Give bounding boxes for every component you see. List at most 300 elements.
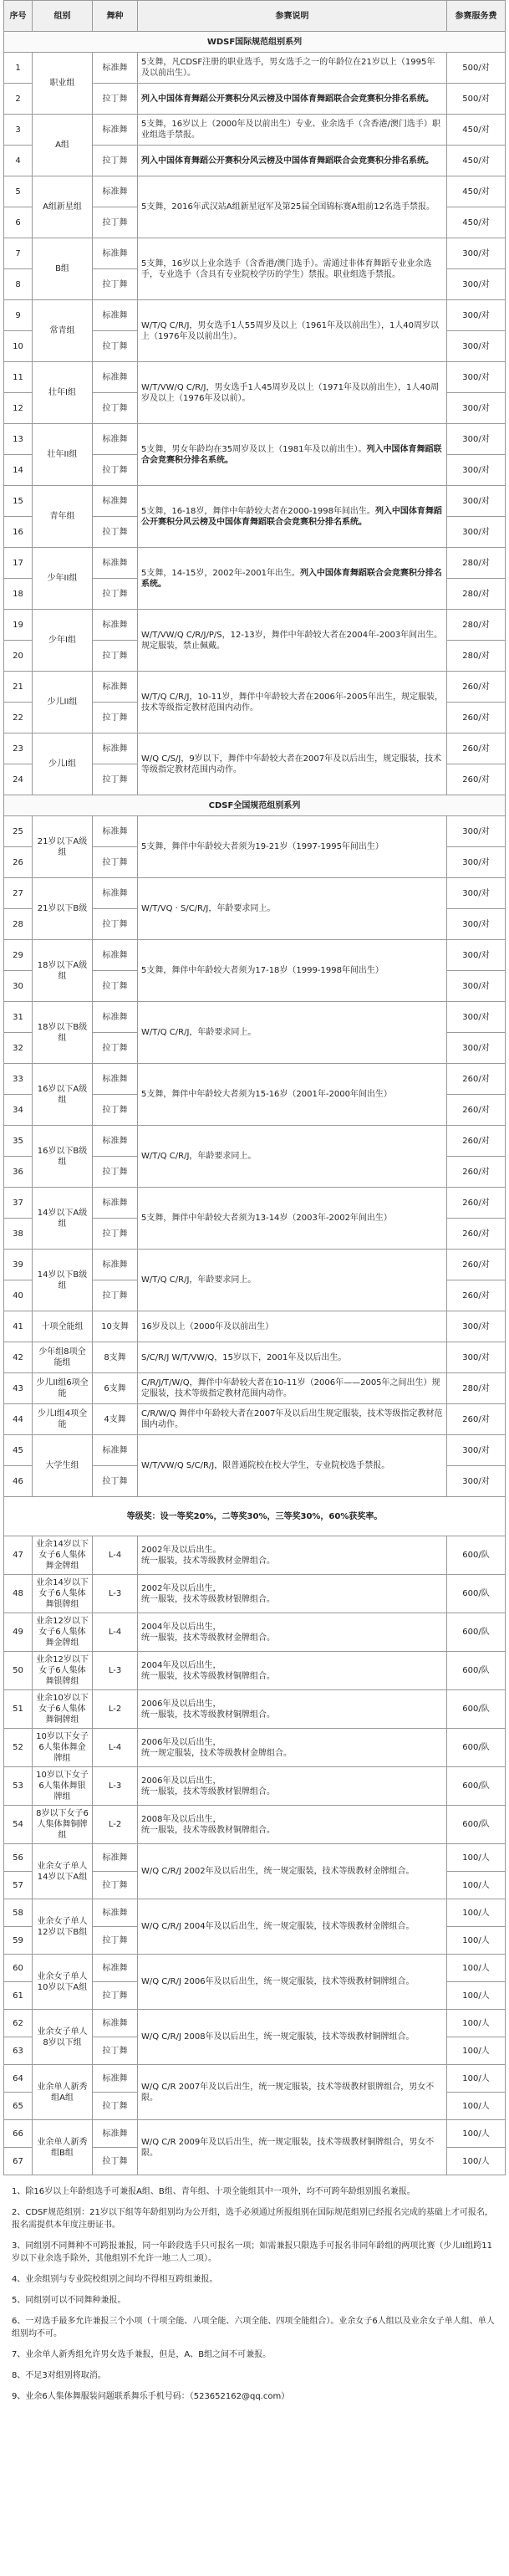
group-name: B组 [33, 238, 93, 300]
row-description [138, 548, 447, 610]
service-fee: 100/人 [447, 2148, 506, 2175]
dance-type: 标准舞 [93, 672, 138, 703]
group-name: 业余14岁以下女子6人集体舞金牌组 [33, 1536, 93, 1575]
row-description [138, 672, 447, 733]
table-row [4, 733, 506, 764]
description-line: 2002年及以后出生。 [141, 1545, 221, 1555]
level-code: L-3 [93, 1767, 138, 1806]
description-text: 5支舞，男女年龄均在35周岁及以上（1981年及以前出生）。 [141, 444, 367, 454]
row-number: 9 [4, 300, 33, 331]
row-number: 22 [4, 703, 33, 733]
footer-note: 3、同组别不同舞种不可跨报兼报，同一年龄段选手只可报名一项；如需兼报只限选手可报名非同年龄组的两项比赛（少儿II组跨11岁以下业余选手除外，其他组别不允许一地二人二项）。 [12, 2241, 492, 2263]
row-description: W/Q C/R/J 2002年及以后出生，统一规定服装，技术等级教材金牌组合。 [138, 1844, 447, 1899]
service-fee: 300/对 [447, 971, 506, 1002]
service-fee: 280/对 [447, 641, 506, 672]
service-fee: 300/对 [447, 331, 506, 362]
description-text: 5支舞，14-15岁，2002年-2001年出生。 [141, 568, 300, 578]
service-fee: 260/对 [447, 1280, 506, 1311]
row-description [138, 424, 447, 486]
dance-type: 拉丁舞 [93, 331, 138, 362]
service-fee: 300/对 [447, 816, 506, 847]
service-fee: 300/对 [447, 269, 506, 300]
dance-type: 拉丁舞 [93, 1033, 138, 1064]
service-fee: 260/对 [447, 1219, 506, 1250]
row-description [138, 1652, 447, 1690]
footer-note: 6、一对选手最多允许兼报三个小项（十项全能、八项全能、六项全能、四项全能组合）。业余女子6人组以及业余女子单人组、单人组别均不可。 [12, 2317, 495, 2338]
row-number: 19 [4, 610, 33, 641]
row-number: 18 [4, 579, 33, 610]
description-text: 列入中国体育舞蹈联合会竞赛积分排名系统。 [141, 568, 442, 589]
row-number: 32 [4, 1033, 33, 1064]
row-number: 59 [4, 1927, 33, 1955]
service-fee: 100/人 [447, 2010, 506, 2037]
description-line: 2006年及以后出生， [141, 1776, 221, 1786]
description-text: W/T/Q C/R/J，年龄要求同上。 [141, 1152, 257, 1161]
table-row [4, 1404, 506, 1435]
footer-note: 5、同组别可以不同舞种兼报。 [12, 2296, 126, 2305]
table-row [4, 176, 506, 207]
table-row [4, 940, 506, 971]
dance-type: 标准舞 [93, 1899, 138, 1927]
table-row [4, 1955, 506, 1982]
dance-type: 标准舞 [93, 1126, 138, 1157]
level-code: L-2 [93, 1806, 138, 1844]
row-number: 1 [4, 53, 33, 84]
group-name: 十项全能组 [33, 1311, 93, 1342]
service-fee: 300/对 [447, 362, 506, 393]
service-fee: 260/对 [447, 672, 506, 703]
row-description [138, 1188, 447, 1250]
description-text: 5支舞，16岁以上（2000年及以前出生）专业、业余选手（含香港/澳门选手）职业组选手禁报。 [141, 120, 440, 140]
group-name: 业余10岁以下女子6人集体舞铜牌组 [33, 1690, 93, 1729]
table-row [4, 1899, 506, 1927]
dance-type: 拉丁舞 [93, 1927, 138, 1955]
dance-type: 标准舞 [93, 486, 138, 517]
description-text: 5支舞，16-18岁，舞伴中年龄较大者在2000-1998年间出生。 [141, 506, 375, 516]
row-description [138, 1373, 447, 1404]
description-text: 规定服装，技术等级指定教材范围内动作。 [141, 1409, 443, 1429]
service-fee: 260/对 [447, 1404, 506, 1435]
footer-note: 8、不足3对组别将取消。 [12, 2371, 106, 2380]
dance-type: 拉丁舞 [93, 517, 138, 548]
group-name: 业余女子单人8岁以下组 [33, 2010, 93, 2065]
dance-type: 标准舞 [93, 878, 138, 909]
row-number: 46 [4, 1466, 33, 1497]
service-fee: 260/对 [447, 1095, 506, 1126]
table-row [4, 362, 506, 393]
group-name: 业余女子单人10岁以下A组 [33, 1955, 93, 2010]
row-number: 10 [4, 331, 33, 362]
table-row [4, 1690, 506, 1729]
row-number: 53 [4, 1767, 33, 1806]
row-number: 26 [4, 847, 33, 878]
dance-type: 拉丁舞 [93, 579, 138, 610]
description-text: 5支舞，舞伴中年龄较大者须为13-14岁（2003年-2002年间出生） [141, 1214, 392, 1223]
dance-type: 拉丁舞 [93, 1982, 138, 2010]
row-description [138, 53, 447, 84]
dance-type: 拉丁舞 [93, 2148, 138, 2175]
dance-type: 标准舞 [93, 1844, 138, 1872]
row-number: 40 [4, 1280, 33, 1311]
table-row [4, 816, 506, 847]
service-fee: 300/对 [447, 1342, 506, 1373]
award-note: 等级奖：设一等奖20%，二等奖30%，三等奖30%，60%获奖率。 [4, 1497, 506, 1536]
dance-type: 拉丁舞 [93, 641, 138, 672]
row-number: 8 [4, 269, 33, 300]
level-code: L-4 [93, 1536, 138, 1575]
dance-type: 拉丁舞 [93, 971, 138, 1002]
group-name: 壮年II组 [33, 424, 93, 486]
dance-type: 标准舞 [93, 362, 138, 393]
table-row [4, 53, 506, 84]
row-number: 12 [4, 393, 33, 424]
group-name: 大学生组 [33, 1435, 93, 1497]
dance-type: 拉丁舞 [93, 1872, 138, 1899]
service-fee: 100/人 [447, 1955, 506, 1982]
service-fee: 600/队 [447, 1690, 506, 1729]
group-name: 21岁以下A级组 [33, 816, 93, 878]
description-line: 统一服装，技术等级教材金牌组合。 [141, 1556, 275, 1566]
service-fee: 450/对 [447, 207, 506, 238]
service-fee: 600/队 [447, 1729, 506, 1767]
description-text: 列入中国体育舞蹈公开赛积分风云榜及中国体育舞蹈联合会竞赛积分排名系统。 [141, 156, 434, 166]
service-fee: 300/对 [447, 517, 506, 548]
row-description [138, 1575, 447, 1613]
table-row [4, 238, 506, 269]
row-number: 47 [4, 1536, 33, 1575]
description-line: 2008年及以后出生， [141, 1814, 221, 1824]
row-number: 3 [4, 115, 33, 146]
row-description [138, 1342, 447, 1373]
dance-type: 拉丁舞 [93, 703, 138, 733]
dance-type: 拉丁舞 [93, 909, 138, 940]
service-fee: 500/对 [447, 53, 506, 84]
row-description: W/Q C/R/J 2004年及以后出生，统一规定服装，技术等级教材金牌组合。 [138, 1899, 447, 1955]
table-row [4, 1806, 506, 1844]
row-number: 33 [4, 1064, 33, 1095]
row-number: 43 [4, 1373, 33, 1404]
row-number: 39 [4, 1250, 33, 1280]
service-fee: 600/队 [447, 1575, 506, 1613]
row-description [138, 1404, 447, 1435]
service-fee: 260/对 [447, 1188, 506, 1219]
service-fee: 100/人 [447, 1982, 506, 2010]
row-number: 5 [4, 176, 33, 207]
group-name: 青年组 [33, 486, 93, 548]
service-fee: 300/对 [447, 1033, 506, 1064]
dance-type: 拉丁舞 [93, 84, 138, 115]
table-header [4, 1, 506, 32]
dance-type: 拉丁舞 [93, 847, 138, 878]
dance-type: 标准舞 [93, 1435, 138, 1466]
row-number: 15 [4, 486, 33, 517]
footer-notes [3, 2182, 505, 2415]
table-row [4, 1064, 506, 1095]
service-fee: 600/队 [447, 1613, 506, 1652]
level-code: L-4 [93, 1729, 138, 1767]
dance-type: 标准舞 [93, 1002, 138, 1033]
row-number: 45 [4, 1435, 33, 1466]
row-number: 41 [4, 1311, 33, 1342]
dance-type: 标准舞 [93, 610, 138, 641]
description-text: C/R/J/T/W/Q，舞伴中年龄较大者在10-11岁（2006年——2005年之间出生） [141, 1378, 432, 1388]
row-description [138, 1806, 447, 1844]
row-number: 48 [4, 1575, 33, 1613]
row-description [138, 1536, 447, 1575]
footer-note: 2、CDSF规范组别：21岁以下组等年龄组别均为公开组，选手必须通过所报组别在国际规范组别已经报名完成的基础上才可报名，报名需提供本年度注册证书。 [12, 2208, 493, 2230]
service-fee: 100/人 [447, 2037, 506, 2065]
row-description [138, 610, 447, 672]
service-fee: 300/对 [447, 1466, 506, 1497]
row-number: 67 [4, 2148, 33, 2175]
section-header-row [4, 795, 506, 816]
row-number: 51 [4, 1690, 33, 1729]
row-number: 37 [4, 1188, 33, 1219]
row-description [138, 816, 447, 878]
service-fee: 450/对 [447, 146, 506, 176]
footer-note: 7、业余单人新秀组允许男女选手兼报，但是，A、B组之间不可兼报。 [12, 2350, 272, 2359]
table-row [4, 878, 506, 909]
service-fee: 300/对 [447, 1311, 506, 1342]
dance-type: 标准舞 [93, 1250, 138, 1280]
row-description [138, 362, 447, 424]
dance-type: 拉丁舞 [93, 2037, 138, 2065]
description-text: W/T/VW/Q C/R/J/P/S，12-13岁，舞伴中年龄较大者在2004年-2003年间出生。规定服装，禁止佩戴。 [141, 630, 443, 651]
dance-type: 标准舞 [93, 115, 138, 146]
group-name: 18岁以下A级组 [33, 940, 93, 1002]
table-row [4, 1575, 506, 1613]
service-fee: 300/对 [447, 455, 506, 486]
service-fee: 100/人 [447, 2093, 506, 2120]
group-name: 16岁以下B级组 [33, 1126, 93, 1188]
service-fee: 260/对 [447, 733, 506, 764]
description-line: 2004年及以后出生， [141, 1622, 221, 1632]
row-number: 28 [4, 909, 33, 940]
group-name: 业余12岁以下女子6人集体舞银牌组 [33, 1652, 93, 1690]
description-line: 统一服装，技术等级教材铜牌组合。 [141, 1710, 275, 1720]
service-fee: 300/对 [447, 393, 506, 424]
footer-note: 4、业余组别与专业院校组别之间均不得相互跨组兼报。 [12, 2275, 218, 2284]
service-fee: 300/对 [447, 300, 506, 331]
table-row [4, 1435, 506, 1466]
service-fee: 100/人 [447, 1872, 506, 1899]
table-row [4, 486, 506, 517]
dance-type: 拉丁舞 [93, 1219, 138, 1250]
service-fee: 450/对 [447, 176, 506, 207]
dance-type: 拉丁舞 [93, 269, 138, 300]
description-text: 列入中国体育舞蹈公开赛积分风云榜及中国体育舞蹈联合会竞赛积分排名系统。 [141, 94, 434, 104]
row-description [138, 1767, 447, 1806]
row-description [138, 84, 447, 115]
dance-type: 标准舞 [93, 2120, 138, 2148]
description-line: 统一服装，技术等级教材银牌组合。 [141, 1786, 275, 1797]
section-title: CDSF全国规范组别系列 [4, 795, 506, 816]
dance-type: 标准舞 [93, 238, 138, 269]
description-text: 16岁及以上（2000年及以前出生） [141, 1321, 274, 1331]
dance-type: 4支舞 [93, 1404, 138, 1435]
description-text: W/T/VW/Q C/R/J，男女选手1人45周岁及以上（1971年及以前出生），1人40周岁及以上（1976年及以前）。 [141, 382, 440, 403]
description-text: W/T/VQ · S/C/R/J，年龄要求同上。 [141, 904, 276, 913]
row-number: 11 [4, 362, 33, 393]
table-row [4, 610, 506, 641]
row-number: 20 [4, 641, 33, 672]
row-description [138, 1729, 447, 1767]
row-number: 54 [4, 1806, 33, 1844]
service-fee: 280/对 [447, 610, 506, 641]
row-description [138, 1250, 447, 1311]
description-line: 统一规定服装，技术等级教材金牌组合。 [141, 1748, 292, 1758]
group-name: 业余女子单人14岁以下A组 [33, 1844, 93, 1899]
dance-type: 拉丁舞 [93, 2093, 138, 2120]
row-description [138, 486, 447, 548]
row-number: 31 [4, 1002, 33, 1033]
description-text: W/T/Q C/R/J，男女选手1人55周岁及以上（1961年及以前出生），1人40周岁以上（1976年及以前出生）。 [141, 320, 440, 341]
service-fee: 100/人 [447, 2065, 506, 2093]
level-code: L-4 [93, 1613, 138, 1652]
row-number: 38 [4, 1219, 33, 1250]
service-fee: 280/对 [447, 1373, 506, 1404]
service-fee: 260/对 [447, 1126, 506, 1157]
group-name: 10岁以下女子6人集体舞金牌组 [33, 1729, 93, 1767]
row-description: W/Q C/R 2007年及以后出生，统一规定服装，技术等级教材银牌组合，男女不限。 [138, 2065, 447, 2120]
dance-type: 标准舞 [93, 1188, 138, 1219]
dance-type: 拉丁舞 [93, 764, 138, 795]
level-code: L-2 [93, 1690, 138, 1729]
description-text: 列入中国体育舞蹈联合会竞赛积分排名系统。 [141, 444, 442, 465]
description-line: 统一服装，技术等级教材铜牌组合。 [141, 1825, 275, 1835]
description-text: W/T/Q C/R/J，年龄要求同上。 [141, 1275, 257, 1285]
row-description [138, 300, 447, 362]
row-number: 66 [4, 2120, 33, 2148]
service-fee: 450/对 [447, 115, 506, 146]
row-number: 60 [4, 1955, 33, 1982]
description-line: 2004年及以后出生， [141, 1660, 221, 1670]
description-text: W/T/Q C/R/J，年龄要求同上。 [141, 1028, 257, 1037]
row-description [138, 1002, 447, 1064]
dance-type: 标准舞 [93, 53, 138, 84]
service-fee: 300/对 [447, 909, 506, 940]
footer-note: 9、业余6人集体舞服装问题联系舞乐手机号码：（523652162@qq.com） [12, 2392, 290, 2401]
dance-type: 拉丁舞 [93, 1157, 138, 1188]
service-fee: 300/对 [447, 424, 506, 455]
row-description [138, 940, 447, 1002]
row-description [138, 1613, 447, 1652]
service-fee: 260/对 [447, 1250, 506, 1280]
group-name: 业余女子单人12岁以下B组 [33, 1899, 93, 1955]
dance-type: 标准舞 [93, 816, 138, 847]
service-fee: 260/对 [447, 1064, 506, 1095]
service-fee: 260/对 [447, 1157, 506, 1188]
row-number: 44 [4, 1404, 33, 1435]
description-text: W/T/Q C/R/J，10-11岁，舞伴中年龄较大者在2006年-2005年出生，规定服装，技术等级指定教材范围内动作。 [141, 692, 443, 713]
document [3, 0, 505, 2415]
group-name: A组 [33, 115, 93, 176]
description-text: W/T/VW/Q S/C/R/J，限普通院校在校大学生，专业院校选手禁报。 [141, 1461, 390, 1470]
group-name: 14岁以下B级组 [33, 1250, 93, 1311]
table-row [4, 115, 506, 146]
row-number: 63 [4, 2037, 33, 2065]
dance-type: 拉丁舞 [93, 207, 138, 238]
description-text: 5支舞，2016年武汉站A组新星冠军及第25届全国锦标赛A组前12名选手禁报。 [141, 202, 435, 212]
table-row [4, 2010, 506, 2037]
group-name: 业余14岁以下女子6人集体舞银牌组 [33, 1575, 93, 1613]
group-name: 少儿II组6项全能 [33, 1373, 93, 1404]
table-row [4, 300, 506, 331]
group-name: 职业组 [33, 53, 93, 115]
dance-type: 10支舞 [93, 1311, 138, 1342]
table-row [4, 1126, 506, 1157]
dance-type: 拉丁舞 [93, 1466, 138, 1497]
row-number: 7 [4, 238, 33, 269]
header-desc: 参赛说明 [138, 1, 447, 32]
group-name: 常青组 [33, 300, 93, 362]
row-description [138, 146, 447, 176]
group-name: 业余单人新秀组A组 [33, 2065, 93, 2120]
table-row [4, 1342, 506, 1373]
service-fee: 300/对 [447, 1002, 506, 1033]
row-number: 58 [4, 1899, 33, 1927]
group-name: 21岁以下B级 [33, 878, 93, 940]
description-text: 5支舞，凡CDSF注册的职业选手，男女选手之一的年龄位在21岁以上（1995年及以前出生）。 [141, 58, 435, 78]
row-number: 65 [4, 2093, 33, 2120]
group-name: 少年I组 [33, 610, 93, 672]
row-number: 50 [4, 1652, 33, 1690]
service-fee: 300/对 [447, 878, 506, 909]
row-number: 24 [4, 764, 33, 795]
dance-type: 拉丁舞 [93, 393, 138, 424]
header-no: 序号 [4, 1, 33, 32]
group-name: 16岁以下A级组 [33, 1064, 93, 1126]
description-text: S/C/R/J W/T/VW/Q，15岁以下，2001年及以后出生。 [141, 1352, 347, 1362]
row-number: 23 [4, 733, 33, 764]
row-description [138, 1064, 447, 1126]
table-row [4, 1188, 506, 1219]
dance-type: 6支舞 [93, 1373, 138, 1404]
description-line: 2002年及以后出生， [141, 1583, 221, 1593]
group-name: 少年组8项全能组 [33, 1342, 93, 1373]
row-number: 34 [4, 1095, 33, 1126]
dance-type: 标准舞 [93, 1064, 138, 1095]
group-name: 业余单人新秀组B组 [33, 2120, 93, 2175]
row-number: 61 [4, 1982, 33, 2010]
dance-type: 标准舞 [93, 548, 138, 579]
footer-note: 1、除16岁以上年龄组选手可兼报A组、B组、青年组、十项全能组其中一项外，均不可跨年龄组别报名兼报。 [12, 2187, 415, 2196]
header-fee: 参赛服务费 [447, 1, 506, 32]
row-number: 56 [4, 1844, 33, 1872]
description-text: 5支舞，16岁以上业余选手（含香港/澳门选手）。需通过非体育舞蹈专业业余选手，专业选手（含具有专业院校学历的学生）禁报。职业组选手禁报。 [141, 258, 432, 279]
group-name: A组新星组 [33, 176, 93, 238]
description-text: 规定服装，技术等级指定教材范围内动作。 [141, 1378, 440, 1398]
row-number: 4 [4, 146, 33, 176]
table-row [4, 1311, 506, 1342]
row-description [138, 1126, 447, 1188]
table-row [4, 424, 506, 455]
table-row [4, 2065, 506, 2093]
dance-type: 标准舞 [93, 940, 138, 971]
table-row [4, 1767, 506, 1806]
row-number: 64 [4, 2065, 33, 2093]
row-description [138, 878, 447, 940]
dance-type: 标准舞 [93, 176, 138, 207]
row-number: 13 [4, 424, 33, 455]
description-text: 列入中国体育舞蹈公开赛积分风云榜及中国体育舞蹈联合会竞赛积分排名系统。 [141, 506, 442, 527]
service-fee: 600/队 [447, 1806, 506, 1844]
description-text: C/R/W/Q 舞伴中年龄较大者在2007年及以后出生 [141, 1409, 326, 1418]
row-description [138, 176, 447, 238]
dance-type: 8支舞 [93, 1342, 138, 1373]
service-fee: 300/对 [447, 1435, 506, 1466]
row-number: 17 [4, 548, 33, 579]
